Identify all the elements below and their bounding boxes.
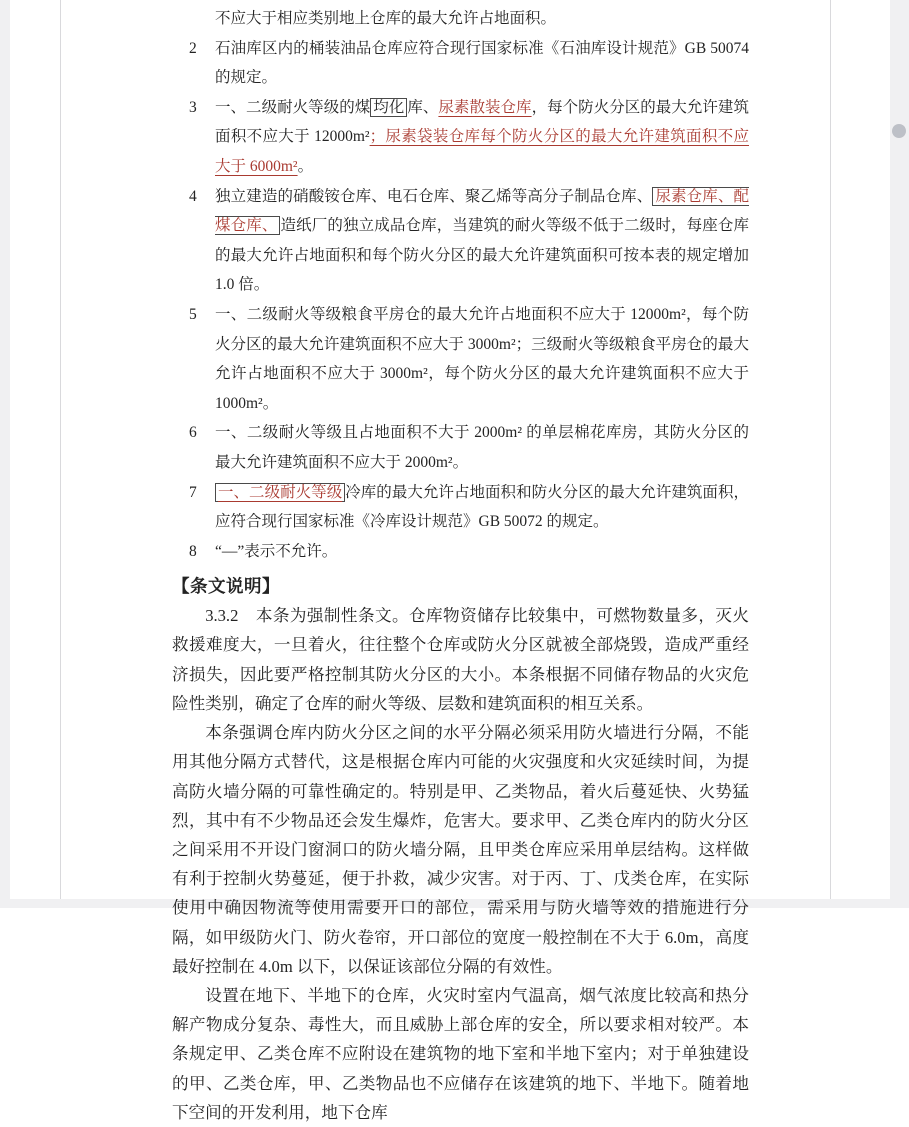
left-gutter — [0, 0, 10, 908]
note-text-segment: 。 — [297, 157, 314, 175]
note-text-segment: 冷库的最大允许占地面积和防火分区的最大允许建筑面积，应符合现行国家标准《冷库设计规范》GB 50072 的规定。 — [215, 483, 749, 531]
note-number: 8 — [189, 542, 197, 560]
note-text-segment: 一、二级耐火等级 — [215, 483, 345, 502]
note-text-segment: 石油库区内的桶装油品仓库应符合现行国家标准《石油库设计规范》GB 50074 的规定。 — [215, 39, 749, 87]
note-text-segment: ，每个防火分区的最大允许建筑面积不应大于 12000m² — [215, 98, 749, 146]
note-text — [215, 93, 749, 182]
note-item — [172, 300, 749, 418]
explanation-section-header: 【条文说明】 — [172, 576, 280, 597]
note-number — [172, 4, 215, 34]
notes-list — [172, 4, 749, 566]
note-text — [215, 182, 749, 300]
explanation-paragraph: 本条强调仓库内防火分区之间的水平分隔必须采用防火墙进行分隔，不能用其他分隔方式替代，这是根据仓库内可能的火灾强度和火灾延续时间，为提高防火墙分隔的可靠性确定的。特别是甲、乙类物品，着火后蔓延快、火势猛烈，其中有不少物品还会发生爆炸，危害大。要求甲、乙类仓库内的防火分区之间采用不开设门窗洞口的防火墙分隔，且甲类仓库应采用单层结构。这样做有利于控制火势蔓延，便于扑救，减少灾害。对于丙、丁、戊类仓库，在实际使用中确因物流等使用需要开口的部位，需采用与防火墙等效的措施进行分隔，如甲级防火门、防火卷帘，开口部位的宽度一般控制在不大于 6.0m，高度最好控制在 4.0m 以下，以保证该部位分隔的有效性。 — [172, 723, 749, 976]
note-number: 4 — [189, 187, 197, 205]
note-text — [215, 478, 749, 537]
note-text — [215, 4, 749, 34]
note-number: 3 — [189, 98, 197, 116]
note-text-segment: 一、二级耐火等级粮食平房仓的最大允许占地面积不应大于 12000m²，每个防火分区的最大允许建筑面积不应大于 3000m²；三级耐火等级粮食平房仓的最大允许占地面积不应大于 3000m²，每个防火分区的最大允许建筑面积不应大于 1000m²。 — [215, 305, 749, 412]
note-text-segment: 尿素散装仓库 — [438, 98, 532, 116]
note-item — [172, 4, 749, 34]
note-text-segment: 均化 — [370, 98, 407, 117]
note-text — [215, 300, 749, 418]
explanation-paragraphs — [172, 601, 749, 1127]
note-item — [172, 537, 749, 567]
note-number: 2 — [189, 39, 197, 57]
document-page-content — [172, 4, 749, 1127]
note-text-segment: 造纸厂的独立成品仓库，当建筑的耐火等级不低于二级时，每座仓库的最大允许占地面积和每个防火分区的最大允许建筑面积可按本表的规定增加 1.0 倍。 — [215, 217, 749, 294]
note-text — [215, 34, 749, 93]
note-text-segment: “—”表示不允许。 — [215, 542, 338, 560]
note-text-segment: 库、 — [407, 98, 439, 116]
note-item — [172, 93, 749, 182]
explanation-paragraph: 设置在地下、半地下的仓库，火灾时室内气温高，烟气浓度比较高和热分解产物成分复杂、毒性大，而且威胁上部仓库的安全，所以要求相对较严。本条规定甲、乙类仓库不应附设在建筑物的地下室和半地下室内；对于单独建设的甲、乙类仓库，甲、乙类物品也不应储存在该建筑的地下、半地下。随着地下空间的开发利用，地下仓库 — [172, 985, 749, 1122]
note-text-segment: 尿素仓库、配煤仓库、 — [215, 187, 749, 235]
table-border-right — [830, 0, 831, 899]
note-number: 5 — [189, 305, 197, 323]
note-text-segment: 不应大于相应类别地上仓库的最大允许占地面积。 — [215, 10, 557, 27]
note-item — [172, 182, 749, 300]
note-text-segment: ；尿素袋装仓库每个防火分区的最大允许建筑面积不应大于 6000m² — [215, 128, 749, 175]
table-border-left — [60, 0, 61, 899]
note-item — [172, 34, 749, 93]
note-number: 7 — [189, 483, 197, 501]
explanation-paragraph: 3.3.2 本条为强制性条文。仓库物资储存比较集中，可燃物数量多，灭火救援难度大，一旦着火，往往整个仓库或防火分区就被全部烧毁，造成严重经济损失，因此要严格控制其防火分区的大小。本条根据不同储存物品的火灾危险性类别，确定了仓库的耐火等级、层数和建筑面积的相互关系。 — [172, 606, 749, 713]
note-text-segment: 独立建造的硝酸铵仓库、电石仓库、聚乙烯等高分子制品仓库、 — [215, 187, 653, 205]
note-text-segment: 一、二级耐火等级的煤 — [215, 98, 371, 116]
note-text — [215, 537, 749, 567]
note-number: 6 — [189, 424, 197, 442]
note-text-segment: 一、二级耐火等级且占地面积不大于 2000m² 的单层棉花库房，其防火分区的最大允许建筑面积不应大于 2000m²。 — [215, 424, 749, 471]
scrollbar-thumb[interactable] — [892, 124, 906, 138]
note-item — [172, 418, 749, 477]
note-text — [215, 418, 749, 477]
note-item — [172, 478, 749, 537]
